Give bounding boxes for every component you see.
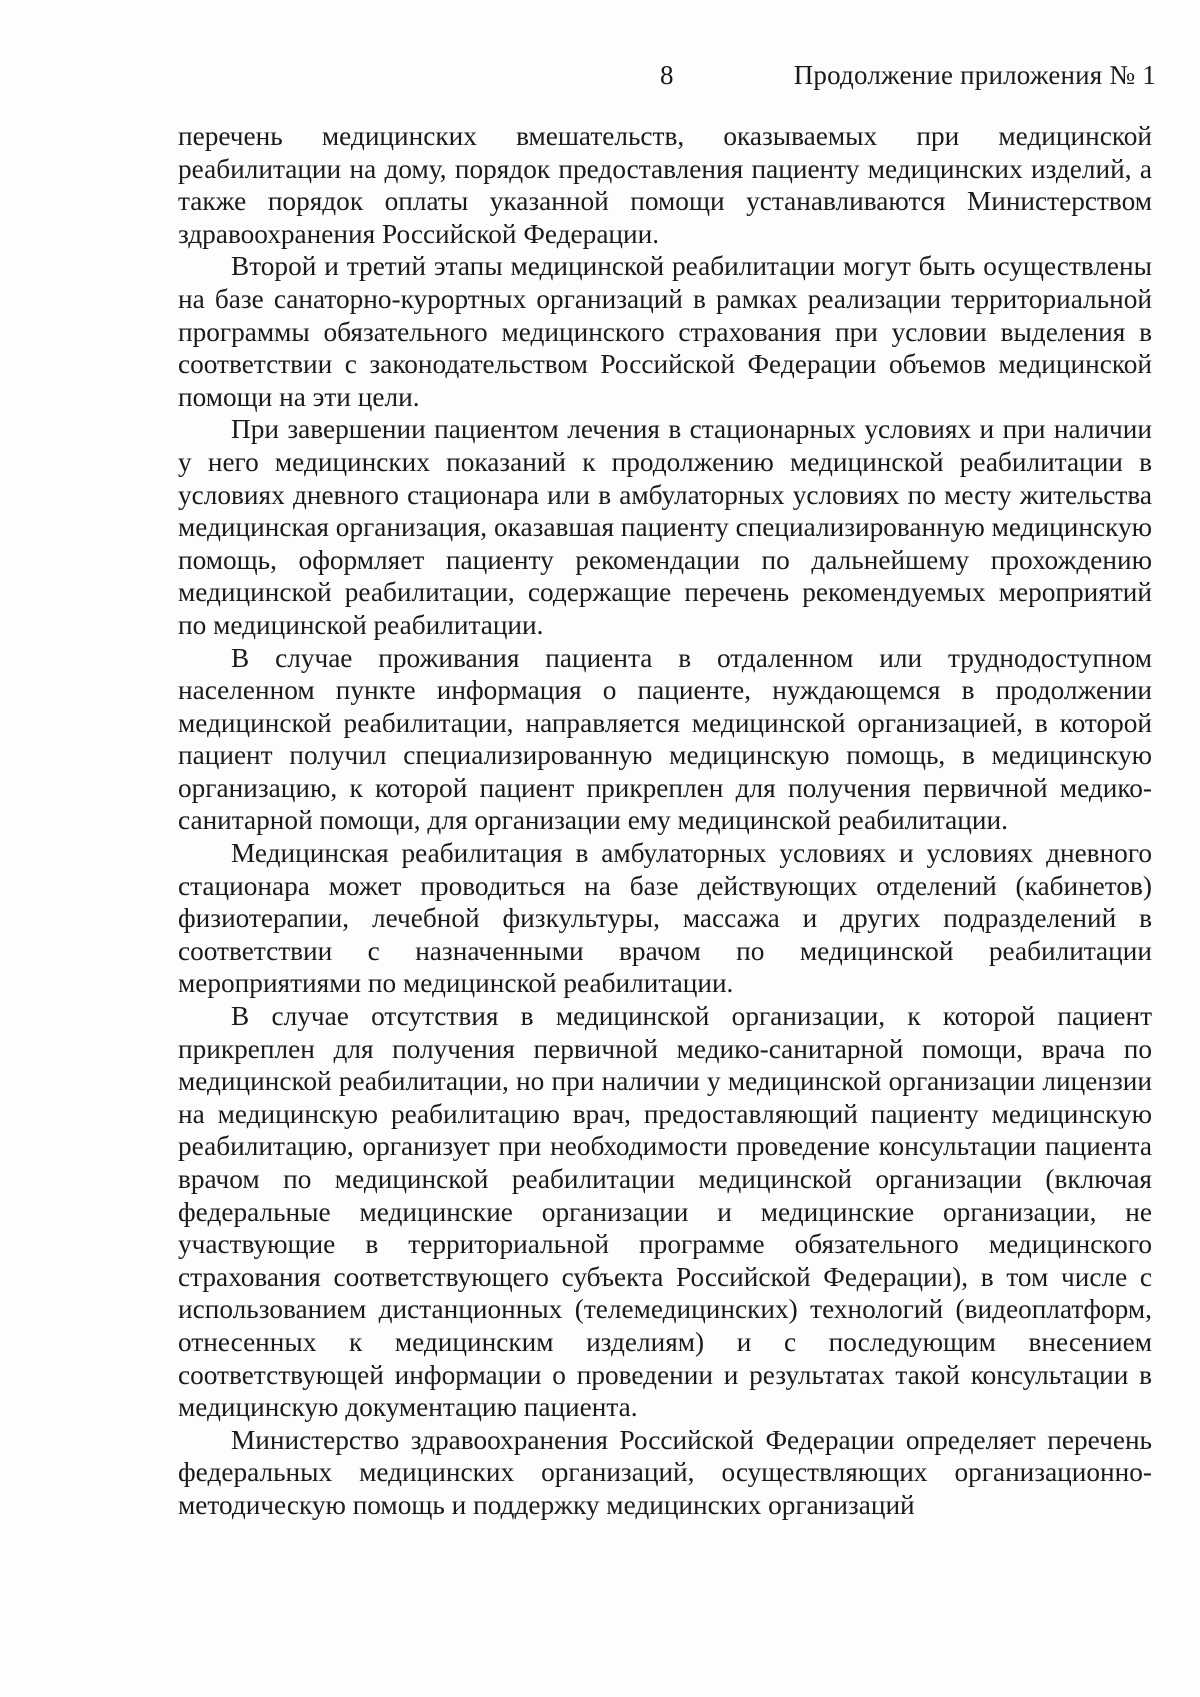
page-number: 8 [660, 60, 674, 90]
paragraph-5: Медицинская реабилитация в амбулаторных условиях и условиях дневного стационара может проводиться на базе действующих отделений (кабинетов) физиотерапии, лечебной физкультуры, массажа и других подразделений в соответствии с назначенными врачом по медицинской реабилитации мероприятиями по медицинской реабилитации. [178, 838, 1152, 999]
paragraph-3: При завершении пациентом лечения в стационарных условиях и при наличии у него медицинских показаний к продолжению медицинской реабилитации в условиях дневного стационара или в амбулаторных условиях по месту жительства медицинская организация, оказавшая пациенту специализированную медицинскую помощь, оформляет пациенту рекомендации по дальнейшему прохождению медицинской реабилитации, содержащие перечень рекомендуемых мероприятий по медицинской реабилитации. [178, 414, 1153, 640]
paragraph-2: Второй и третий этапы медицинской реабилитации могут быть осуществлены на базе санаторно-курортных организаций в рамках реализации территориальной программы обязательного медицинского страхования при условии выделения в соответствии с законодательством Российской Федерации объемов медицинской помощи на эти цели. [178, 251, 1152, 412]
appendix-continuation-label: Продолжение приложения № 1 [793, 60, 1156, 90]
paragraph-7: Министерство здравоохранения Российской Федерации определяет перечень федеральных медицинских организаций, осуществляющих организационно-методическую помощь и поддержку медицинских организаций [178, 1424, 1152, 1520]
document-body [178, 120, 1152, 1522]
page-header [0, 60, 1200, 96]
paragraph-4: В случае проживания пациента в отдаленном или труднодоступном населенном пункте информация о пациенте, нуждающемся в продолжении медицинской реабилитации, направляется медицинской организацией, в которой пациент получил специализированную медицинскую помощь, в медицинскую организацию, к которой пациент прикреплен для получения первичной медико-санитарной помощи, для организации ему медицинской реабилитации. [178, 642, 1152, 836]
paragraph-6: В случае отсутствия в медицинской организации, к которой пациент прикреплен для получения первичной медико-санитарной помощи, врача по медицинской реабилитации, но при наличии у медицинской организации лицензии на медицинскую реабилитацию врач, предоставляющий пациенту медицинскую реабилитацию, организует при необходимости проведение консультации пациента врачом по медицинской реабилитации медицинской организации (включая федеральные медицинские организации и медицинские организации, не участвующие в территориальной программе обязательного медицинского страхования соответствующего субъекта Российской Федерации), в том числе с использованием дистанционных (телемедицинских) технологий (видеоплатформ, отнесенных к медицинским изделиям) и с последующим внесением соответствующей информации о проведении и результатах такой консультации в медицинскую документацию пациента. [178, 1001, 1152, 1423]
paragraph-1: перечень медицинских вмешательств, оказываемых при медицинской реабилитации на дому, порядок предоставления пациенту медицинских изделий, а также порядок оплаты указанной помощи устанавливаются Министерством здравоохранения Российской Федерации. [178, 121, 1152, 249]
